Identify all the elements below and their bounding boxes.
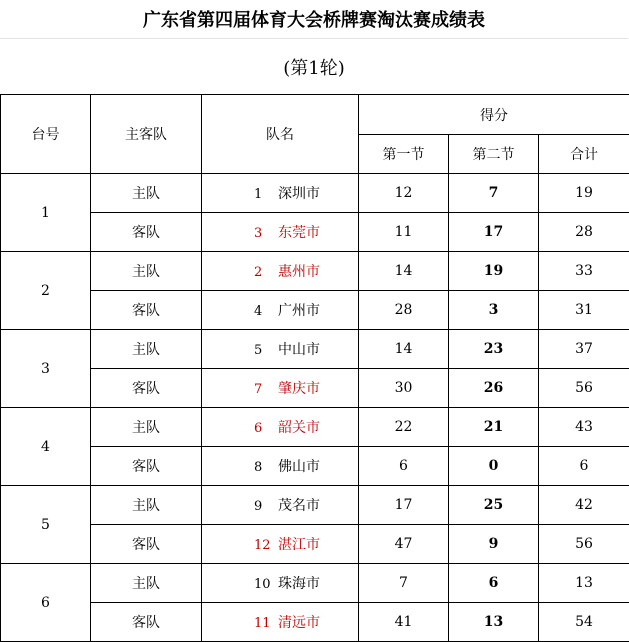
header-team: 队名 xyxy=(202,95,359,174)
table-number: 6 xyxy=(1,564,91,642)
table-number: 5 xyxy=(1,486,91,564)
total-score: 42 xyxy=(539,486,629,525)
team-name: 清远市 xyxy=(278,615,320,631)
side-cell: 主队 xyxy=(91,174,202,213)
table-row xyxy=(1,408,629,447)
team-cell xyxy=(202,252,359,291)
header-total: 合计 xyxy=(539,135,629,174)
table-row xyxy=(1,369,629,408)
total-score: 33 xyxy=(539,252,629,291)
total-score: 6 xyxy=(539,447,629,486)
team-cell xyxy=(202,213,359,252)
team-label xyxy=(216,183,344,203)
team-label xyxy=(216,417,344,437)
second-half-score: 17 xyxy=(449,213,539,252)
team-name: 广州市 xyxy=(278,303,320,319)
side-cell: 主队 xyxy=(91,330,202,369)
table-row xyxy=(1,525,629,564)
team-label xyxy=(216,573,344,593)
side-cell: 主队 xyxy=(91,564,202,603)
first-half-score: 17 xyxy=(359,486,449,525)
total-score: 37 xyxy=(539,330,629,369)
side-cell: 客队 xyxy=(91,213,202,252)
team-label xyxy=(216,495,344,515)
first-half-score: 28 xyxy=(359,291,449,330)
team-seed: 7 xyxy=(254,382,278,397)
side-cell: 客队 xyxy=(91,291,202,330)
header-row-1 xyxy=(1,95,629,135)
team-name: 湛江市 xyxy=(278,537,320,553)
first-half-score: 7 xyxy=(359,564,449,603)
team-seed: 1 xyxy=(254,187,278,202)
second-half-score: 26 xyxy=(449,369,539,408)
second-half-score: 23 xyxy=(449,330,539,369)
table-row xyxy=(1,564,629,603)
first-half-score: 6 xyxy=(359,447,449,486)
round-label: (第1轮) xyxy=(0,39,628,94)
team-seed: 9 xyxy=(254,499,278,514)
second-half-score: 9 xyxy=(449,525,539,564)
team-label xyxy=(216,456,344,476)
team-name: 中山市 xyxy=(278,342,320,358)
first-half-score: 47 xyxy=(359,525,449,564)
team-cell xyxy=(202,603,359,642)
team-cell xyxy=(202,174,359,213)
side-cell: 客队 xyxy=(91,603,202,642)
second-half-score: 21 xyxy=(449,408,539,447)
table-row xyxy=(1,174,629,213)
second-half-score: 19 xyxy=(449,252,539,291)
table-number: 2 xyxy=(1,252,91,330)
team-name: 东莞市 xyxy=(278,225,320,241)
team-label xyxy=(216,534,344,554)
team-seed: 12 xyxy=(254,538,278,553)
first-half-score: 14 xyxy=(359,252,449,291)
table-row xyxy=(1,330,629,369)
table-number: 3 xyxy=(1,330,91,408)
side-cell: 客队 xyxy=(91,369,202,408)
team-label xyxy=(216,339,344,359)
total-score: 54 xyxy=(539,603,629,642)
side-cell: 主队 xyxy=(91,408,202,447)
side-cell: 主队 xyxy=(91,486,202,525)
table-row xyxy=(1,447,629,486)
side-cell: 客队 xyxy=(91,447,202,486)
total-score: 31 xyxy=(539,291,629,330)
results-table xyxy=(0,94,629,642)
total-score: 56 xyxy=(539,369,629,408)
second-half-score: 3 xyxy=(449,291,539,330)
second-half-score: 0 xyxy=(449,447,539,486)
team-label xyxy=(216,300,344,320)
table-number: 1 xyxy=(1,174,91,252)
side-cell: 客队 xyxy=(91,525,202,564)
first-half-score: 22 xyxy=(359,408,449,447)
team-seed: 10 xyxy=(254,577,278,592)
table-row xyxy=(1,213,629,252)
team-cell xyxy=(202,486,359,525)
table-row xyxy=(1,252,629,291)
team-cell xyxy=(202,408,359,447)
team-seed: 3 xyxy=(254,226,278,241)
results-table-body xyxy=(1,95,629,642)
first-half-score: 41 xyxy=(359,603,449,642)
table-row xyxy=(1,603,629,642)
team-seed: 4 xyxy=(254,304,278,319)
second-half-score: 7 xyxy=(449,174,539,213)
first-half-score: 30 xyxy=(359,369,449,408)
team-cell xyxy=(202,564,359,603)
sheet-title: 广东省第四届体育大会桥牌赛淘汰赛成绩表 xyxy=(0,0,628,39)
total-score: 43 xyxy=(539,408,629,447)
total-score: 13 xyxy=(539,564,629,603)
team-cell xyxy=(202,447,359,486)
team-label xyxy=(216,261,344,281)
team-seed: 2 xyxy=(254,265,278,280)
total-score: 28 xyxy=(539,213,629,252)
side-cell: 主队 xyxy=(91,252,202,291)
total-score: 19 xyxy=(539,174,629,213)
first-half-score: 14 xyxy=(359,330,449,369)
team-name: 珠海市 xyxy=(278,576,320,592)
header-second-half: 第二节 xyxy=(449,135,539,174)
team-label xyxy=(216,222,344,242)
team-seed: 6 xyxy=(254,421,278,436)
table-row xyxy=(1,486,629,525)
team-name: 茂名市 xyxy=(278,498,320,514)
team-cell xyxy=(202,330,359,369)
team-name: 深圳市 xyxy=(278,186,320,202)
second-half-score: 6 xyxy=(449,564,539,603)
team-seed: 5 xyxy=(254,343,278,358)
table-number: 4 xyxy=(1,408,91,486)
team-seed: 8 xyxy=(254,460,278,475)
first-half-score: 11 xyxy=(359,213,449,252)
team-label xyxy=(216,378,344,398)
team-name: 佛山市 xyxy=(278,459,320,475)
total-score: 56 xyxy=(539,525,629,564)
header-first-half: 第一节 xyxy=(359,135,449,174)
table-row xyxy=(1,291,629,330)
team-name: 韶关市 xyxy=(278,420,320,436)
header-score: 得分 xyxy=(359,95,629,135)
header-table-no: 台号 xyxy=(1,95,91,174)
team-cell xyxy=(202,525,359,564)
team-cell xyxy=(202,291,359,330)
team-name: 惠州市 xyxy=(278,264,320,280)
team-label xyxy=(216,612,344,632)
team-name: 肇庆市 xyxy=(278,381,320,397)
team-seed: 11 xyxy=(254,616,278,631)
second-half-score: 25 xyxy=(449,486,539,525)
header-side: 主客队 xyxy=(91,95,202,174)
team-cell xyxy=(202,369,359,408)
second-half-score: 13 xyxy=(449,603,539,642)
first-half-score: 12 xyxy=(359,174,449,213)
